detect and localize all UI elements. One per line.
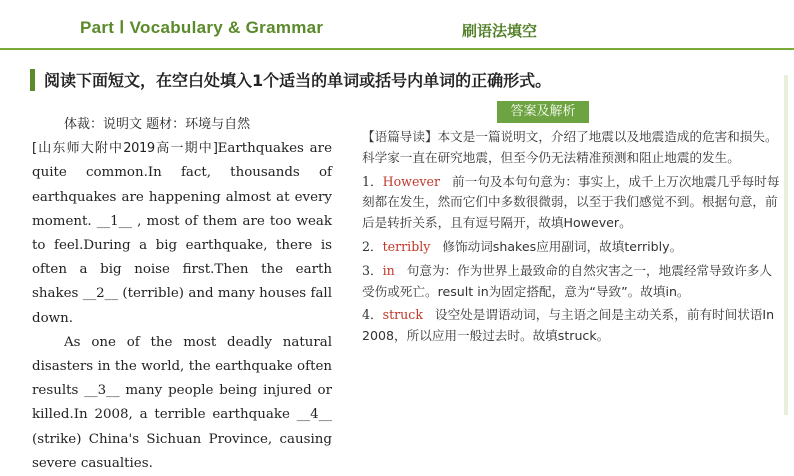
analysis-answer: struck — [382, 307, 423, 323]
section-tag: 刷语法填空 — [462, 22, 538, 40]
passage-source: [山东师大附中2019高一期中] — [32, 141, 218, 157]
section-title: Part Ⅰ Vocabulary & Grammar — [80, 18, 324, 37]
analysis-answer: However — [382, 173, 440, 189]
side-decoration — [784, 75, 788, 415]
passage-meta: 体裁：说明文 题材：环境与自然 — [64, 117, 251, 132]
analysis-item: 4．struck 设空处是谓语动词，与主语之间是主动关系，前有时间状语In 2008，所以应用一般过去时。故填struck。 — [362, 307, 775, 344]
passage-guide: 【语篇导读】本文是一篇说明文，介绍了地震以及地震造成的危害和损失。科学家一直在研究地震，但至今仍无法精准预测和阻止地震的发生。 — [362, 129, 778, 165]
instruction-text: 阅读下面短文，在空白处填入1个适当的单词或括号内单词的正确形式。 — [44, 71, 552, 90]
answer-analysis-button[interactable]: 答案及解析 — [497, 101, 589, 123]
instruction-marker — [30, 69, 35, 91]
analysis-item: 3．in 句意为：作为世界上最致命的自然灾害之一，地震经常导致许多人受伤或死亡。result in为固定搭配，意为“导致”。故填in。 — [362, 262, 772, 299]
passage-paragraph-1-text: Earthquakes are quite common.In fact, thousands of earthquakes are happening almost at every moment. __1__ , most of them are too weak to feel.During a big earthquake, there is often a big noise first.Then the earth shakes __2__ (terrible) and many houses fall down. — [32, 141, 332, 326]
reading-passage — [32, 113, 332, 476]
passage-paragraph-2: As one of the most deadly natural disasters in the world, the earthquake often results __3__ many people being injured or killed.In 2008, a terrible earthquake __4__ (strike) China's Sichuan Province, causing severe casualties. — [32, 334, 332, 471]
passage-paragraph-1 — [32, 137, 332, 331]
analysis-answer: in — [382, 262, 395, 278]
header-divider — [0, 48, 794, 50]
analysis-answer: terribly — [382, 238, 431, 254]
answer-analysis — [362, 127, 782, 350]
analysis-item: 2．terribly 修饰动词shakes应用副词，故填terribly。 — [362, 238, 683, 254]
analysis-item: 1．However 前一句及本句句意为：事实上，成千上万次地震几乎每时每刻都在发生，然而它们中多数很微弱，以至于我们感觉不到。根据句意，前后是转折关系，且有逗号隔开，故填However。 — [362, 173, 780, 231]
